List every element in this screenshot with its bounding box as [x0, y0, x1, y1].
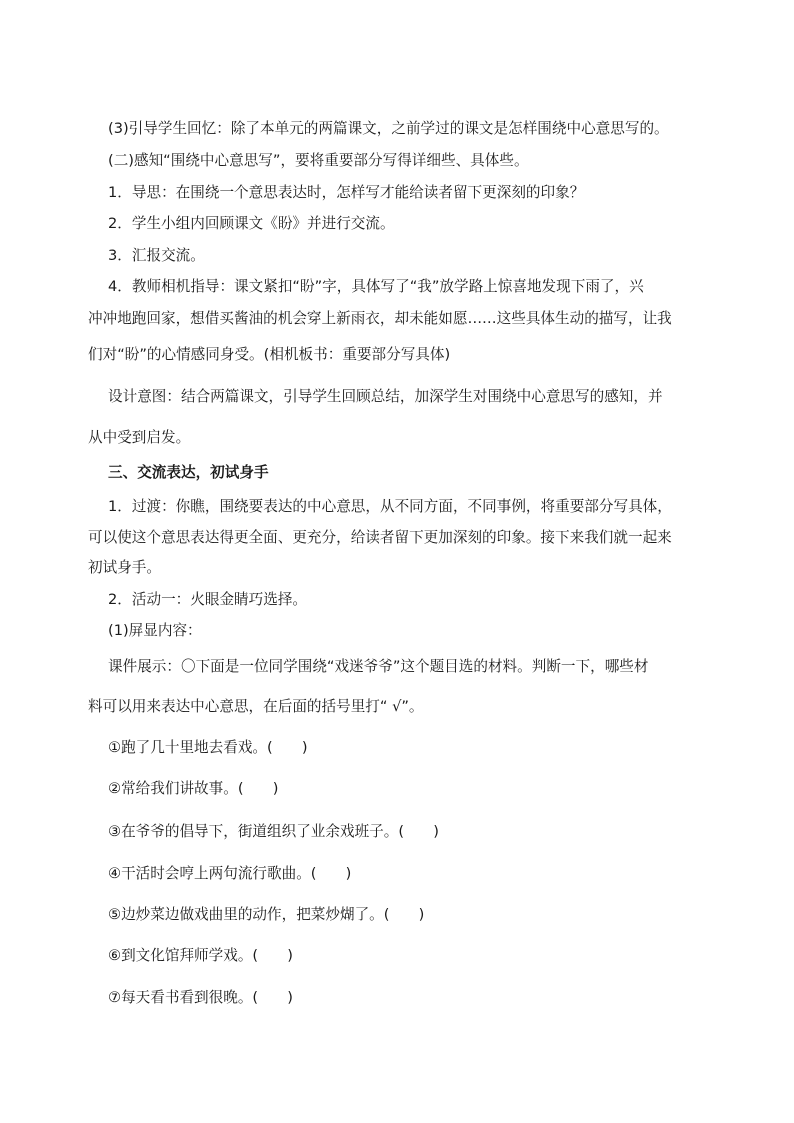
section-three-heading: 三、交流表达，初试身手 — [108, 464, 269, 481]
step-3-report: 3．汇报交流。 — [108, 247, 205, 264]
step-1-guide: 1．导思：在围绕一个意思表达时，怎样写才能给读者留下更深刻的印象？ — [108, 184, 585, 201]
option-7: ⑦每天看书看到很晚。( ) — [108, 989, 294, 1006]
transition-line-2: 可以使这个意思表达得更全面、更充分，给读者留下更加深刻的印象。接下来我们就一起来 — [88, 529, 672, 546]
courseware-line-2: 料可以用来表达中心意思，在后面的括号里打“ √”。 — [88, 698, 424, 715]
courseware-line-1: 课件展示：〇下面是一位同学围绕“戏迷爷爷”这个题目选的材料。判断一下，哪些材 — [108, 658, 649, 675]
option-3: ③在爷爷的倡导下，街道组织了业余戏班子。( ) — [108, 823, 439, 840]
section-two-heading: (二)感知“围绕中心意思写”，要将重要部分写得详细些、具体些。 — [108, 152, 529, 169]
paragraph-recall: (3)引导学生回忆：除了本单元的两篇课文，之前学过的课文是怎样围绕中心意思写的。 — [108, 120, 669, 137]
transition-line-1: 1．过渡：你瞧，围绕要表达的中心意思，从不同方面，不同事例，将重要部分写具体， — [108, 498, 672, 515]
activity-one: 2．活动一：火眼金睛巧选择。 — [108, 591, 308, 608]
screen-content-label: (1)屏显内容： — [108, 622, 202, 639]
transition-line-3: 初试身手。 — [88, 559, 161, 576]
design-intent-line-2: 从中受到启发。 — [88, 429, 191, 446]
option-5: ⑤边炒菜边做戏曲里的动作，把菜炒煳了。( ) — [108, 906, 425, 923]
option-6: ⑥到文化馆拜师学戏。( ) — [108, 947, 294, 964]
option-4: ④干活时会哼上两句流行歌曲。( ) — [108, 865, 352, 882]
step-2-group-review: 2．学生小组内回顾课文《盼》并进行交流。 — [108, 215, 395, 232]
option-1: ①跑了几十里地去看戏。( ) — [108, 739, 308, 756]
step-4-line-3: 们对“盼”的心情感同身受。(相机板书：重要部分写具体) — [88, 346, 451, 363]
option-2: ②常给我们讲故事。( ) — [108, 780, 279, 797]
step-4-line-1: 4．教师相机指导：课文紧扣“盼”字，具体写了“我”放学路上惊喜地发现下雨了，兴 — [108, 278, 644, 295]
design-intent-line-1: 设计意图：结合两篇课文，引导学生回顾总结，加深学生对围绕中心意思写的感知，并 — [108, 388, 663, 405]
step-4-line-2: 冲冲地跑回家，想借买酱油的机会穿上新雨衣，却未能如愿……这些具体生动的描写，让我 — [88, 310, 672, 327]
